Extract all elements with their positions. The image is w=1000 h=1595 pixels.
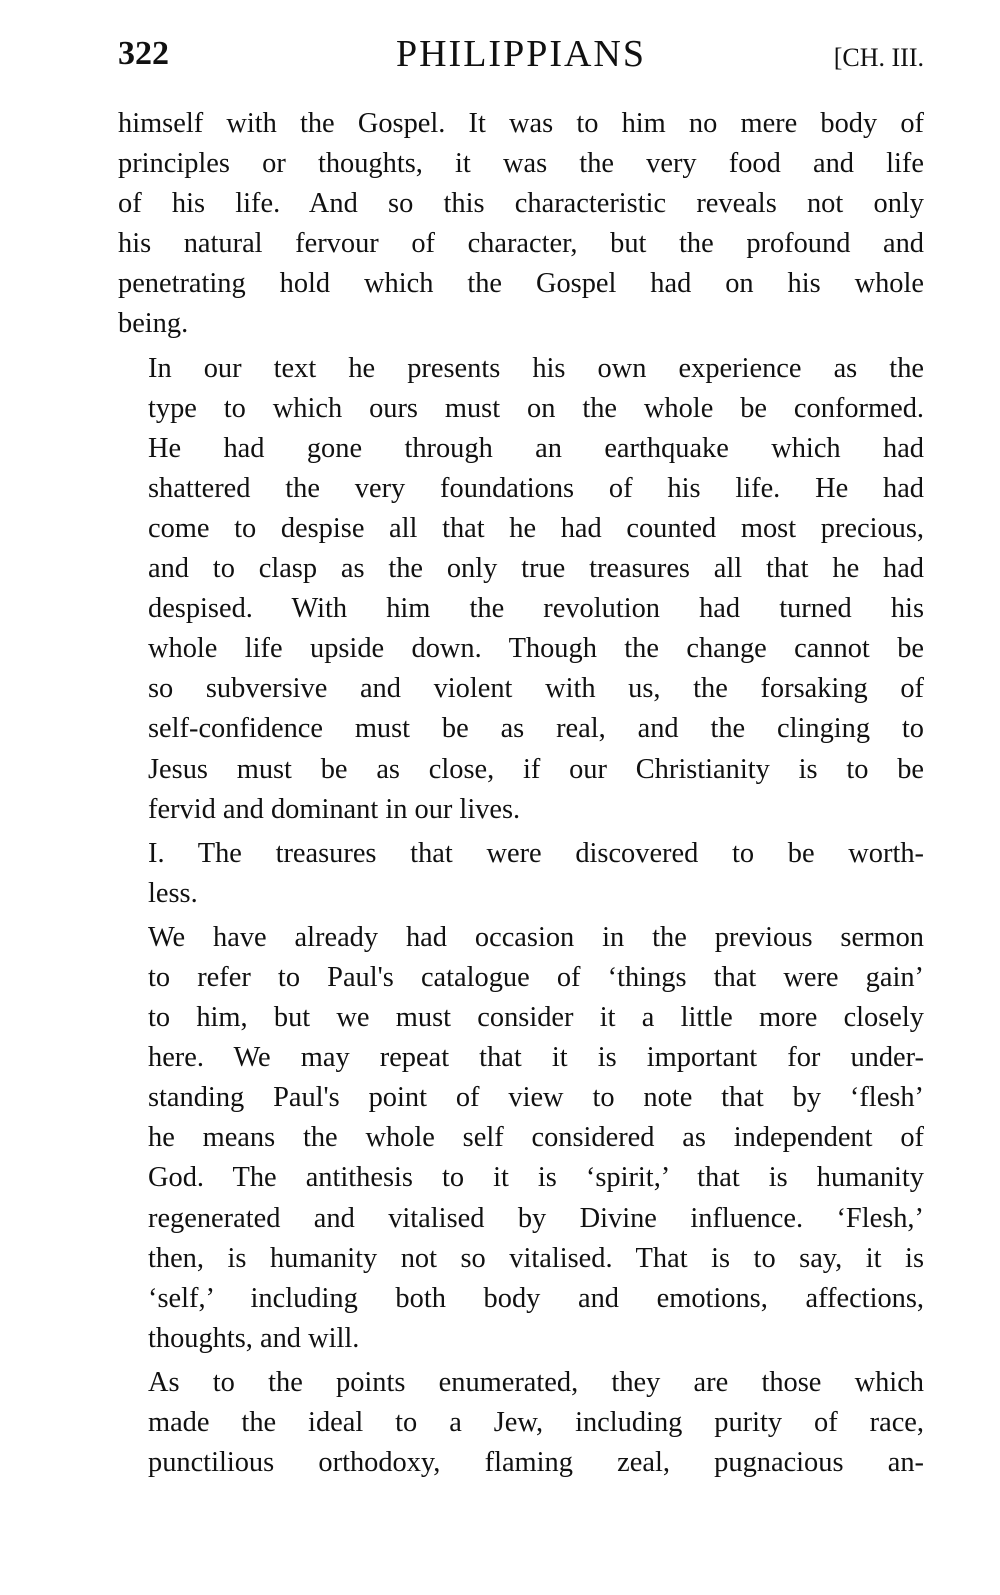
chapter-reference: [CH. III. bbox=[833, 43, 924, 72]
text-line: fervid and dominant in our lives. bbox=[148, 793, 521, 825]
text-line: thoughts, and will. bbox=[148, 1322, 360, 1354]
text-line: his natural fervour of character, but the profound and bbox=[118, 228, 924, 260]
running-header bbox=[118, 34, 924, 82]
text-line: Jesus must be as close, if our Christianity is to be bbox=[148, 753, 924, 785]
text-line: despised. With him the revolution had turned his bbox=[148, 593, 924, 625]
text-line: so subversive and violent with us, the forsaking of bbox=[148, 673, 924, 705]
paragraph-4 bbox=[118, 918, 924, 1359]
text-line: less. bbox=[148, 877, 198, 909]
text-line: being. bbox=[118, 308, 189, 340]
running-title: PHILIPPIANS bbox=[395, 33, 647, 75]
text-line: to refer to Paul's catalogue of ‘things that were gain’ bbox=[148, 961, 924, 993]
text-line: penetrating hold which the Gospel had on his whole bbox=[118, 268, 924, 300]
section-heading-paragraph bbox=[118, 834, 924, 914]
text-line: self-confidence must be as real, and the clinging to bbox=[148, 713, 924, 745]
text-line: God. The antithesis to it is ‘spirit,’ that is humanity bbox=[148, 1162, 924, 1194]
text-line: and to clasp as the only true treasures all that he had bbox=[148, 553, 924, 585]
text-line: As to the points enumerated, they are those which bbox=[148, 1366, 924, 1398]
text-line: ‘self,’ including both body and emotions, affections, bbox=[148, 1282, 924, 1314]
text-line: then, is humanity not so vitalised. That is to say, it is bbox=[148, 1242, 924, 1274]
text-line: We have already had occasion in the previous sermon bbox=[148, 921, 924, 953]
text-line: I. The treasures that were discovered to be worth- bbox=[148, 837, 924, 869]
text-line: punctilious orthodoxy, flaming zeal, pugnacious an- bbox=[148, 1447, 924, 1479]
book-page bbox=[118, 34, 924, 1487]
text-line: principles or thoughts, it was the very food and life bbox=[118, 148, 924, 180]
text-line: here. We may repeat that it is important for under- bbox=[148, 1042, 924, 1074]
text-line: type to which ours must on the whole be conformed. bbox=[148, 392, 924, 424]
body-text bbox=[118, 104, 924, 1483]
paragraph-2 bbox=[118, 349, 924, 830]
text-line: regenerated and vitalised by Divine influence. ‘Flesh,’ bbox=[148, 1202, 924, 1234]
text-line: He had gone through an earthquake which had bbox=[148, 432, 924, 464]
page-number: 322 bbox=[118, 35, 169, 72]
text-line: whole life upside down. Though the change cannot be bbox=[148, 633, 924, 665]
text-line: standing Paul's point of view to note that by ‘flesh’ bbox=[148, 1082, 924, 1114]
paragraph-5 bbox=[118, 1363, 924, 1483]
text-line: In our text he presents his own experience as the bbox=[148, 352, 924, 384]
text-line: to him, but we must consider it a little more closely bbox=[148, 1002, 924, 1034]
text-line: he means the whole self considered as independent of bbox=[148, 1122, 924, 1154]
paragraph-1 bbox=[118, 104, 924, 345]
text-line: shattered the very foundations of his life. He had bbox=[148, 472, 924, 504]
text-line: of his life. And so this characteristic reveals not only bbox=[118, 188, 924, 220]
text-line: made the ideal to a Jew, including purity of race, bbox=[148, 1407, 924, 1438]
text-line: come to despise all that he had counted most precious, bbox=[148, 512, 924, 544]
text-line: himself with the Gospel. It was to him no mere body of bbox=[118, 108, 924, 139]
